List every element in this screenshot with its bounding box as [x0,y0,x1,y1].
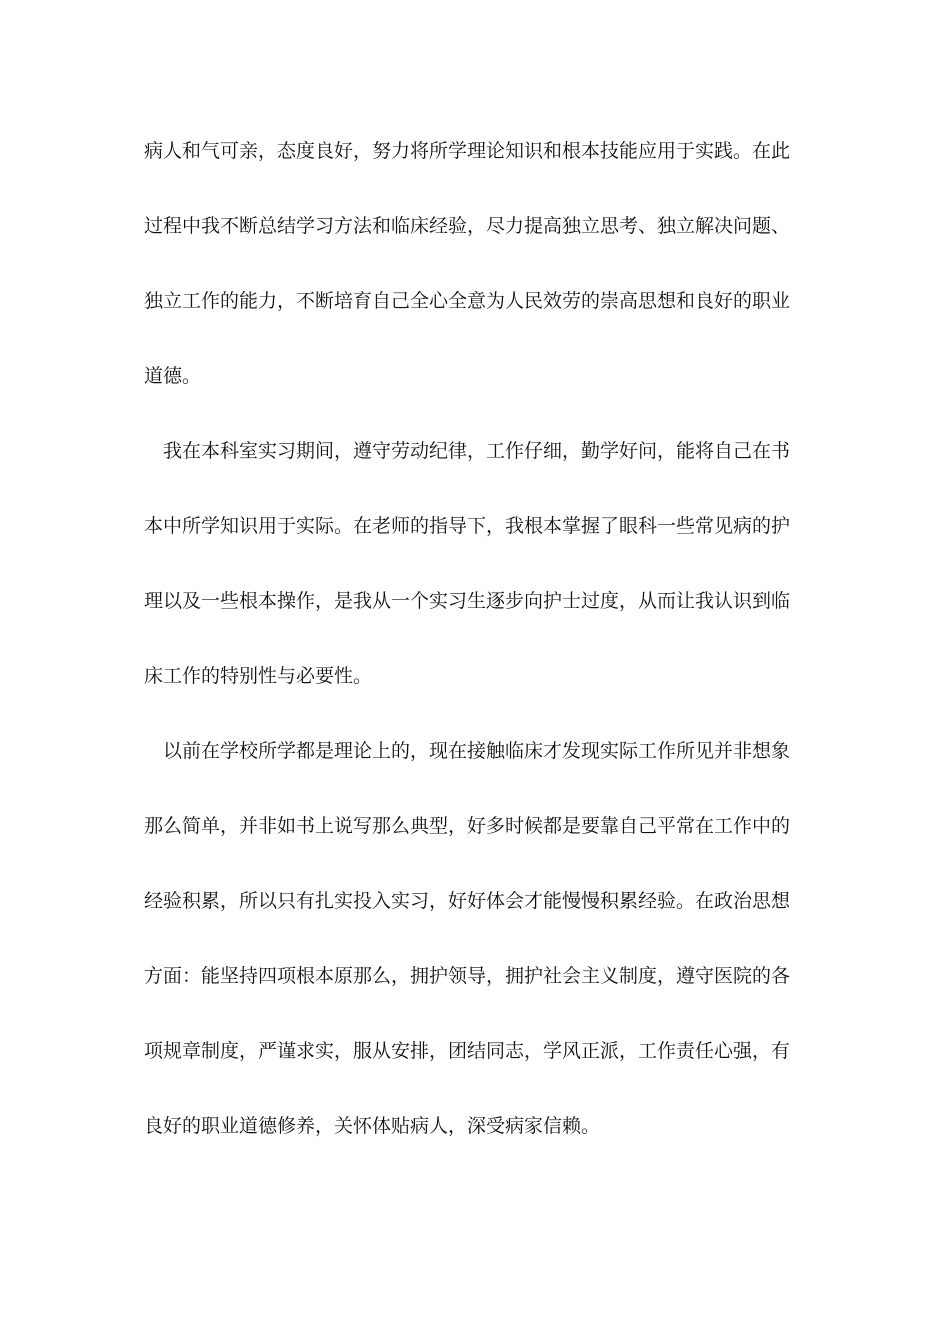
text-line: 床工作的特别性与必要性。 [144,665,373,687]
text-line: 那么简单，并非如书上说写那么典型，好多时候都是要靠自己平常在工作中的 [144,815,791,837]
text-line: 独立工作的能力，不断培育自己全心全意为人民效劳的崇高思想和良好的职业 [144,290,791,312]
text-line: 良好的职业道德修养，关怀体贴病人，深受病家信赖。 [144,1115,601,1137]
text-line: 以前在学校所学都是理论上的，现在接触临床才发现实际工作所见并非想象 [163,740,791,762]
text-line: 病人和气可亲，态度良好，努力将所学理论知识和根本技能应用于实践。在此 [144,140,791,162]
paragraph-2 [144,414,796,714]
text-line: 道德。 [144,365,202,387]
text-line: 经验积累，所以只有扎实投入实习，好好体会才能慢慢积累经验。在政治思想 [144,890,791,912]
text-line: 过程中我不断总结学习方法和临床经验，尽力提高独立思考、独立解决问题、 [144,215,791,237]
text-line: 项规章制度，严谨求实，服从安排，团结同志，学风正派，工作责任心强，有 [144,1040,791,1062]
document-body [144,114,796,1164]
paragraph-1 [144,114,796,414]
text-line: 方面：能坚持四项根本原那么，拥护领导，拥护社会主义制度，遵守医院的各 [144,965,791,987]
text-line: 我在本科室实习期间，遵守劳动纪律，工作仔细，勤学好问，能将自己在书 [163,440,791,462]
text-line: 理以及一些根本操作，是我从一个实习生逐步向护士过度，从而让我认识到临 [144,590,791,612]
paragraph-3 [144,714,796,1164]
text-line: 本中所学知识用于实际。在老师的指导下，我根本掌握了眼科一些常见病的护 [144,515,791,537]
